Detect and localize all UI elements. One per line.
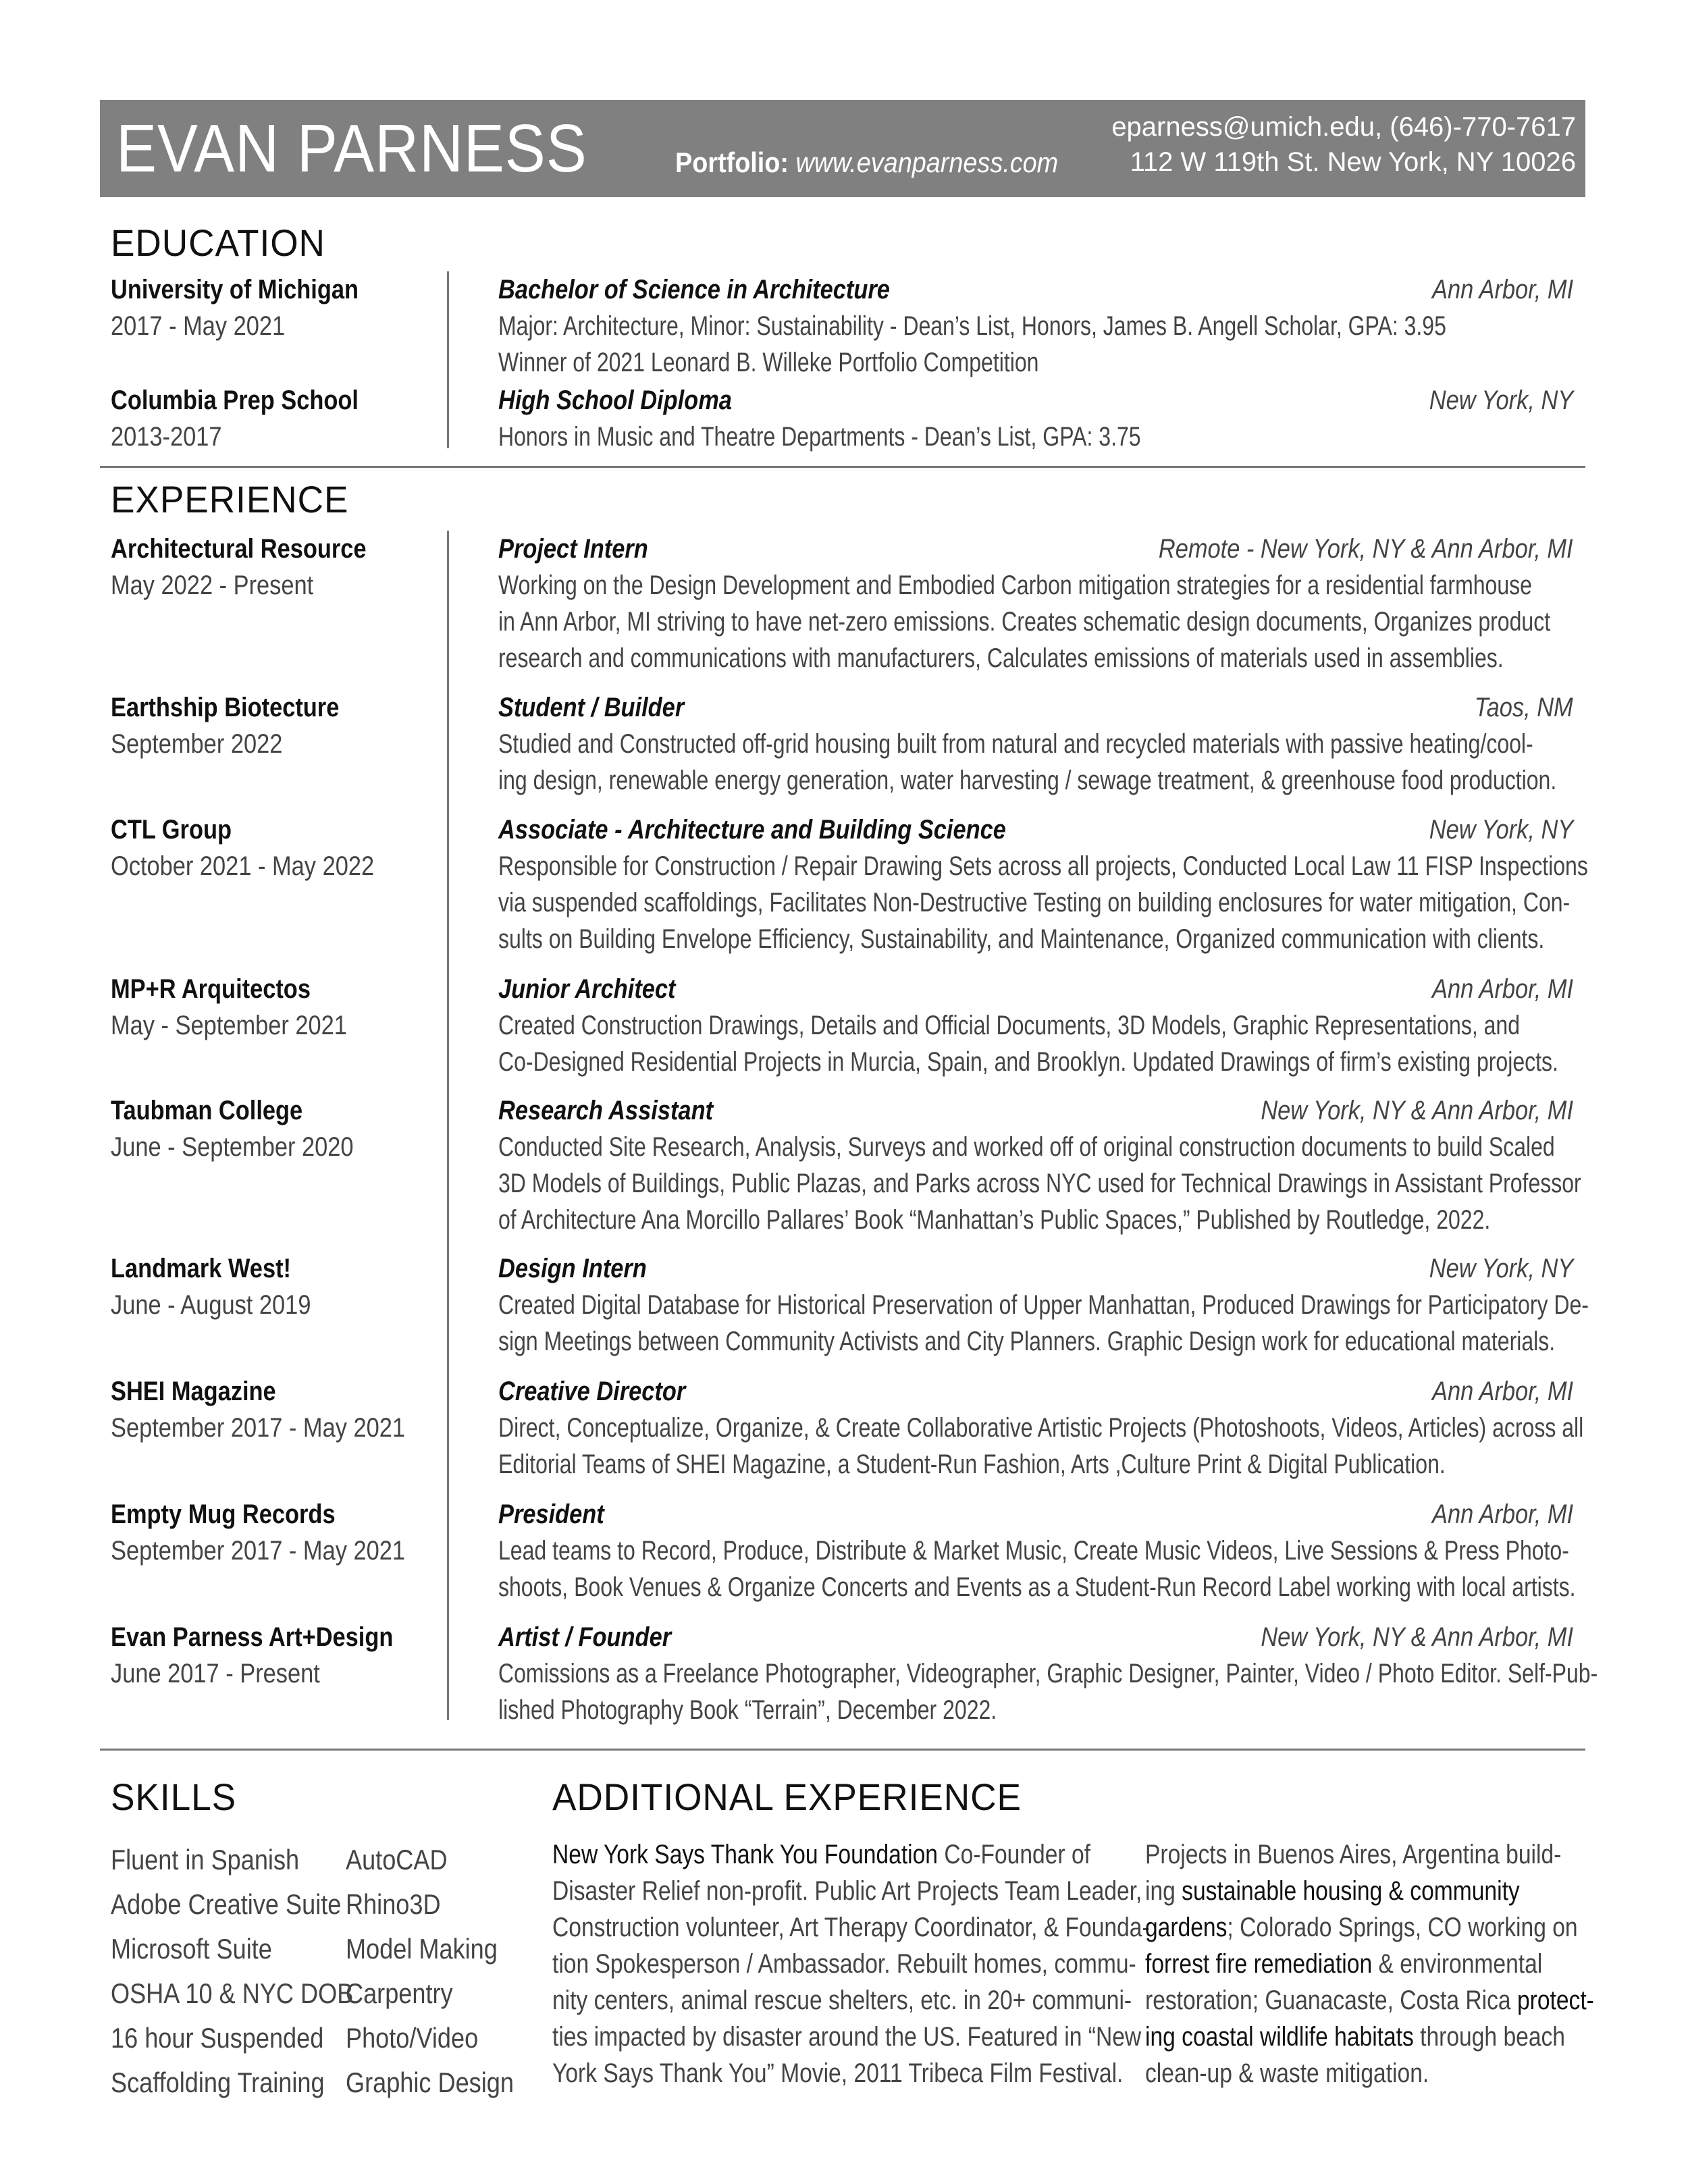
header-banner: [100, 100, 1585, 197]
experience-rule: [100, 1749, 1585, 1751]
entry-organization: Architectural Resource: [111, 534, 367, 564]
education-heading: EDUCATION: [111, 221, 325, 264]
skill-item: Adobe Creative Suite: [111, 1888, 342, 1920]
entry-organization: Taubman College: [111, 1096, 303, 1125]
description-line: Conducted Site Research, Analysis, Surveys and worked off of original construction documents to build Scaled: [498, 1132, 1555, 1162]
description-line: ing design, renewable energy generation, water harvesting / sewage treatment, & greenhouse food production.: [498, 766, 1557, 795]
additional-line: restoration; Guanacaste, Costa Rica protect-: [1145, 1986, 1594, 2015]
skill-item: Model Making: [346, 1933, 498, 1965]
entry-location: Ann Arbor, MI: [1431, 275, 1573, 304]
entry-organization: Empty Mug Records: [111, 1499, 336, 1529]
entry-description: [498, 1287, 1589, 1360]
entry-organization: Evan Parness Art+Design: [111, 1622, 394, 1652]
entry-dates: 2017 - May 2021: [111, 311, 286, 341]
description-line: Working on the Design Development and Embodied Carbon mitigation strategies for a residential farmhouse: [498, 570, 1532, 600]
skill-item: Graphic Design: [346, 2067, 514, 2098]
contact-email-phone: eparness@umich.edu, (646)-770-7617: [1111, 112, 1576, 142]
additional-line: Disaster Relief non-profit. Public Art Projects Team Leader,: [552, 1876, 1142, 1906]
entry-location: Ann Arbor, MI: [1431, 1499, 1573, 1529]
additional-line: ing sustainable housing & community: [1145, 1876, 1520, 1906]
skill-item: Carpentry: [346, 1977, 453, 2009]
entry-location: Ann Arbor, MI: [1431, 1377, 1573, 1406]
entry-description: [498, 567, 1550, 676]
entry-role: President: [498, 1499, 604, 1529]
entry-role: Creative Director: [498, 1377, 686, 1406]
entry-organization: Earthship Biotecture: [111, 693, 340, 722]
entry-dates: May - September 2021: [111, 1011, 347, 1040]
skill-item: Scaffolding Training: [111, 2067, 325, 2098]
experience-heading: EXPERIENCE: [111, 478, 349, 521]
description-line: shoots, Book Venues & Organize Concerts and Events as a Student-Run Record Label working with local artists.: [498, 1572, 1576, 1602]
contact-info: [1111, 109, 1576, 180]
education-divider: [447, 271, 449, 448]
entry-location: New York, NY & Ann Arbor, MI: [1261, 1096, 1573, 1125]
entry-dates: October 2021 - May 2022: [111, 851, 375, 881]
contact-address: 112 W 119th St. New York, NY 10026: [1130, 147, 1576, 177]
description-line: 3D Models of Buildings, Public Plazas, and Parks across NYC used for Technical Drawings in Assistant Professor: [498, 1169, 1581, 1198]
description-line: Direct, Conceptualize, Organize, & Create Collaborative Artistic Projects (Photoshoots, Videos, Articles) across all: [498, 1413, 1584, 1443]
entry-organization: Landmark West!: [111, 1254, 291, 1283]
entry-location: New York, NY: [1429, 815, 1573, 845]
entry-organization: SHEI Magazine: [111, 1377, 276, 1406]
additional-lines: [552, 1873, 1150, 2092]
entry-dates: May 2022 - Present: [111, 570, 314, 600]
skills-heading: SKILLS: [111, 1776, 237, 1818]
description-line: sults on Building Envelope Efficiency, Sustainability, and Maintenance, Organized communication with clients.: [498, 924, 1545, 954]
description-line: Responsible for Construction / Repair Drawing Sets across all projects, Conducted Local Law 11 FISP Inspections: [498, 851, 1588, 881]
portfolio-label: Portfolio:: [675, 147, 789, 178]
entry-description: [498, 848, 1588, 957]
entry-role: Design Intern: [498, 1254, 647, 1283]
entry-dates: September 2017 - May 2021: [111, 1536, 406, 1566]
entry-role: Bachelor of Science in Architecture: [498, 275, 890, 304]
entry-location: New York, NY: [1429, 1254, 1573, 1283]
entry-dates: September 2022: [111, 729, 283, 759]
description-line: Created Construction Drawings, Details and Official Documents, 3D Models, Graphic Representations, and: [498, 1011, 1521, 1040]
entry-description: [498, 1655, 1598, 1728]
additional-line: Projects in Buenos Aires, Argentina build-: [1145, 1840, 1562, 1869]
additional-line: gardens; Colorado Springs, CO working on: [1145, 1913, 1578, 1942]
entry-organization: MP+R Arquitectos: [111, 974, 311, 1004]
additional-line: ties impacted by disaster around the US. Featured in “New: [552, 2022, 1142, 2052]
description-line: Major: Architecture, Minor: Sustainability - Dean’s List, Honors, James B. Angell Scholar, GPA: 3.95: [498, 311, 1446, 341]
entry-dates: June 2017 - Present: [111, 1659, 320, 1688]
entry-description: [498, 419, 1141, 455]
entry-description: [498, 1533, 1576, 1605]
entry-role: Student / Builder: [498, 693, 685, 722]
highlight-housing: sustainable housing & community: [1182, 1876, 1520, 1906]
skill-item: AutoCAD: [346, 1844, 448, 1875]
description-line: Editorial Teams of SHEI Magazine, a Student-Run Fashion, Arts ,Culture Print & Digital Publication.: [498, 1449, 1446, 1479]
description-line: research and communications with manufacturers, Calculates emissions of materials used in assemblies.: [498, 643, 1504, 673]
entry-location: New York, NY: [1429, 385, 1573, 415]
entry-organization: University of Michigan: [111, 275, 359, 304]
portfolio-line: [675, 146, 1058, 180]
description-line: Created Digital Database for Historical Preservation of Upper Manhattan, Produced Drawings for Participatory De-: [498, 1290, 1589, 1320]
entry-role: High School Diploma: [498, 385, 732, 415]
skill-item: OSHA 10 & NYC DOB: [111, 1977, 354, 2009]
additional-org-name: New York Says Thank You Foundation: [552, 1840, 938, 1869]
entry-description: [498, 308, 1446, 381]
description-line: Winner of 2021 Leonard B. Willeke Portfolio Competition: [498, 348, 1039, 377]
description-line: of Architecture Ana Morcillo Pallares’ Book “Manhattan’s Public Spaces,” Published by Routledge, 2022.: [498, 1205, 1491, 1235]
skill-item: Fluent in Spanish: [111, 1844, 300, 1875]
skill-item: 16 hour Suspended: [111, 2022, 324, 2054]
entry-location: Taos, NM: [1475, 693, 1573, 722]
description-line: Co-Designed Residential Projects in Murcia, Spain, and Brooklyn. Updated Drawings of firm’s existing projects.: [498, 1047, 1558, 1077]
additional-experience-column-1: [552, 1836, 1150, 2092]
additional-line: New York Says Thank You Foundation Co-Founder of: [552, 1840, 1090, 1869]
additional-line: clean-up & waste mitigation.: [1145, 2058, 1429, 2088]
entry-dates: June - September 2020: [111, 1132, 354, 1162]
description-line: Comissions as a Freelance Photographer, Videographer, Graphic Designer, Painter, Video / Photo Editor. Self-Pub-: [498, 1659, 1598, 1688]
highlight-habitats: ing coastal wildlife habitats: [1145, 2022, 1414, 2052]
entry-description: [498, 1410, 1583, 1483]
entry-organization: Columbia Prep School: [111, 385, 359, 415]
highlight-gardens: gardens: [1145, 1913, 1228, 1942]
description-line: Lead teams to Record, Produce, Distribute & Market Music, Create Music Videos, Live Sessions & Press Photo-: [498, 1536, 1569, 1566]
entry-organization: CTL Group: [111, 815, 232, 845]
additional-line: tion Spokesperson / Ambassador. Rebuilt homes, commu-: [552, 1949, 1136, 1979]
entry-role: Project Intern: [498, 534, 648, 564]
entry-description: [498, 726, 1556, 799]
description-line: Honors in Music and Theatre Departments - Dean’s List, GPA: 3.75: [498, 422, 1141, 452]
entry-role: Associate - Architecture and Building Science: [498, 815, 1006, 845]
description-line: via suspended scaffoldings, Facilitates Non-Destructive Testing on building enclosures for water mitigation, Con-: [498, 888, 1571, 917]
entry-dates: June - August 2019: [111, 1290, 311, 1320]
additional-line: nity centers, animal rescue shelters, etc. in 20+ communi-: [552, 1986, 1132, 2015]
highlight-protect: protect-: [1516, 1986, 1594, 2015]
additional-experience-column-2: [1145, 1836, 1594, 2092]
education-rule: [100, 466, 1585, 468]
experience-divider: [447, 531, 449, 1720]
entry-location: Remote - New York, NY & Ann Arbor, MI: [1159, 534, 1573, 564]
skill-item: Photo/Video: [346, 2022, 479, 2054]
entry-location: New York, NY & Ann Arbor, MI: [1261, 1622, 1573, 1652]
entry-role: Junior Architect: [498, 974, 676, 1004]
entry-role: Artist / Founder: [498, 1622, 672, 1652]
additional-line: Construction volunteer, Art Therapy Coordinator, & Founda-: [552, 1913, 1150, 1942]
skill-item: Microsoft Suite: [111, 1933, 272, 1965]
description-line: sign Meetings between Community Activists and City Planners. Graphic Design work for educational materials.: [498, 1327, 1556, 1356]
portfolio-link[interactable]: www.evanparness.com: [795, 147, 1059, 178]
additional-line: forrest fire remediation & environmental: [1145, 1949, 1543, 1979]
additional-line: York Says Thank You” Movie, 2011 Tribeca Film Festival.: [552, 2058, 1124, 2088]
additional-experience-heading: ADDITIONAL EXPERIENCE: [552, 1776, 1022, 1818]
entry-description: [498, 1129, 1581, 1238]
entry-location: Ann Arbor, MI: [1431, 974, 1573, 1004]
entry-role: Research Assistant: [498, 1096, 714, 1125]
entry-dates: September 2017 - May 2021: [111, 1413, 406, 1443]
description-line: in Ann Arbor, MI striving to have net-zero emissions. Creates schematic design documents, Organizes product: [498, 607, 1551, 637]
entry-dates: 2013-2017: [111, 422, 222, 452]
entry-description: [498, 1007, 1558, 1080]
description-line: lished Photography Book “Terrain”, December 2022.: [498, 1695, 997, 1725]
additional-line: ing coastal wildlife habitats through beach: [1145, 2022, 1565, 2052]
skill-item: Rhino3D: [346, 1888, 441, 1920]
candidate-name: EVAN PARNESS: [116, 111, 587, 186]
highlight-fire: forrest fire remediation: [1145, 1949, 1373, 1979]
description-line: Studied and Constructed off-grid housing built from natural and recycled materials with passive heating/cool-: [498, 729, 1533, 759]
